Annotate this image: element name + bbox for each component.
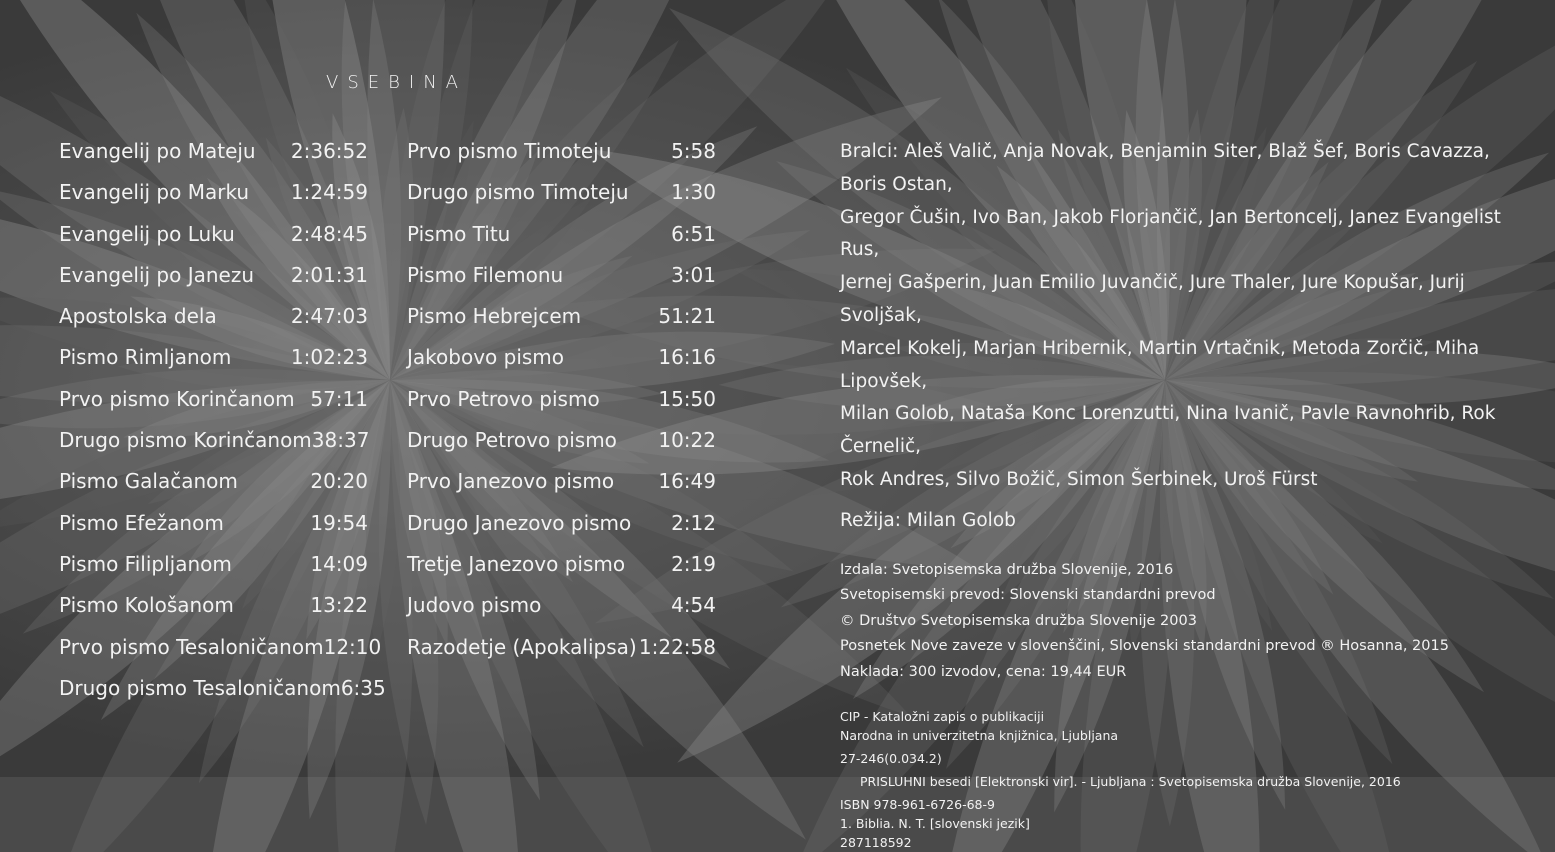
- contents-list-left: [59, 136, 386, 714]
- track-title: Pismo Filemonu: [407, 262, 564, 287]
- track-title: Drugo Petrovo pismo: [407, 428, 617, 453]
- track-duration: 2:01:31: [290, 262, 368, 287]
- publishing-info: [840, 558, 1530, 686]
- translation-line: Svetopisemski prevod: Slovenski standardni prevod: [840, 587, 1216, 604]
- cip-entry: PRISLUHNI besedi [Elektronski vir]. - Ljubljana : Svetopisemska družba Slovenije, 2016: [860, 774, 1401, 790]
- track-title: Drugo Janezovo pismo: [407, 510, 632, 535]
- track-title: Pismo Kološanom: [59, 593, 234, 618]
- track-title: Razodetje (Apokalipsa): [407, 634, 637, 659]
- track-duration: 19:54: [310, 510, 368, 535]
- track-title: Jakobovo pismo: [407, 345, 565, 370]
- recording-line: Posnetek Nove zaveze v slovenščini, Slovenski standardni prevod ® Hosanna, 2015: [840, 638, 1449, 655]
- track-row[interactable]: [59, 466, 368, 507]
- track-row[interactable]: [59, 632, 382, 673]
- cip-udk: 27-246(0.034.2): [840, 751, 942, 767]
- track-title: Evangelij po Janezu: [59, 262, 255, 287]
- contents-heading: VSEBINA: [326, 72, 467, 93]
- track-duration: 14:09: [310, 551, 368, 576]
- track-duration: 2:19: [671, 551, 716, 576]
- track-title: Prvo Janezovo pismo: [407, 469, 615, 494]
- track-title: Drugo pismo Korinčanom: [59, 428, 312, 453]
- track-duration: 15:50: [658, 386, 716, 411]
- track-row[interactable]: [407, 632, 716, 673]
- cip-subject: 1. Biblia. N. T. [slovenski jezik]: [840, 816, 1030, 832]
- track-title: Evangelij po Luku: [59, 221, 235, 246]
- track-row[interactable]: [407, 136, 716, 177]
- track-row[interactable]: [407, 177, 716, 218]
- readers-line: Rok Andres, Silvo Božič, Simon Šerbinek, Uroš Fürst: [840, 468, 1318, 490]
- track-duration: 12:10: [323, 634, 382, 659]
- track-duration: 57:11: [310, 386, 368, 411]
- track-row[interactable]: [407, 425, 716, 466]
- track-duration: 1:30: [671, 180, 716, 205]
- track-duration: 4:54: [671, 593, 716, 618]
- track-duration: 2:48:45: [290, 221, 368, 246]
- cip-isbn: ISBN 978-961-6726-68-9: [840, 797, 995, 813]
- cip-id: 287118592: [840, 835, 912, 851]
- track-duration: 13:22: [310, 593, 368, 618]
- publisher-line: Izdala: Svetopisemska družba Slovenije, 2016: [840, 561, 1174, 578]
- track-row[interactable]: [59, 301, 368, 342]
- track-title: Prvo Petrovo pismo: [407, 386, 600, 411]
- cip-record: [840, 707, 1530, 852]
- readers-line: Bralci: Aleš Valič, Anja Novak, Benjamin Siter, Blaž Šef, Boris Cavazza, Boris Ostan,: [840, 141, 1490, 195]
- track-duration: 10:22: [658, 428, 716, 453]
- readers-list: [840, 136, 1530, 497]
- track-title: Drugo pismo Tesaloničanom: [59, 675, 341, 700]
- track-title: Pismo Hebrejcem: [407, 304, 582, 329]
- readers-line: Marcel Kokelj, Marjan Hribernik, Martin Vrtačnik, Metoda Zorčič, Miha Lipovšek,: [840, 337, 1480, 392]
- track-duration: 1:24:59: [290, 180, 368, 205]
- contents-list-right: [407, 136, 716, 673]
- track-duration: 6:35: [340, 675, 386, 700]
- track-duration: 20:20: [310, 469, 368, 494]
- readers-line: Jernej Gašperin, Juan Emilio Juvančič, Jure Thaler, Jure Kopušar, Jurij Svoljšak,: [840, 272, 1465, 326]
- track-duration: 2:36:52: [290, 139, 368, 163]
- track-title: Pismo Titu: [407, 221, 511, 246]
- track-row[interactable]: [59, 384, 368, 425]
- track-row[interactable]: [59, 219, 368, 260]
- track-row[interactable]: [59, 508, 368, 549]
- track-title: Evangelij po Mateju: [59, 139, 256, 163]
- track-title: Tretje Janezovo pismo: [407, 551, 626, 576]
- track-row[interactable]: [407, 549, 716, 590]
- track-duration: 38:37: [311, 428, 370, 453]
- track-title: Judovo pismo: [407, 593, 542, 618]
- track-duration: 6:51: [671, 221, 716, 246]
- track-duration: 2:47:03: [290, 304, 368, 329]
- credits-panel: [840, 136, 1530, 852]
- track-row[interactable]: [59, 590, 368, 631]
- track-row[interactable]: [59, 136, 368, 177]
- track-row[interactable]: [407, 219, 716, 260]
- track-title: Pismo Efežanom: [59, 510, 224, 535]
- track-title: Drugo pismo Timoteju: [407, 180, 629, 205]
- readers-line: Gregor Čušin, Ivo Ban, Jakob Florjančič, Jan Bertoncelj, Janez Evangelist Rus,: [840, 206, 1501, 261]
- track-duration: 1:22:58: [638, 634, 716, 659]
- track-duration: 16:49: [658, 469, 716, 494]
- track-row[interactable]: [59, 425, 368, 466]
- track-row[interactable]: [407, 384, 716, 425]
- track-title: Prvo pismo Korinčanom: [59, 386, 295, 411]
- track-row[interactable]: [59, 549, 368, 590]
- track-row[interactable]: [407, 508, 716, 549]
- track-title: Pismo Rimljanom: [59, 345, 232, 370]
- track-row[interactable]: [407, 590, 716, 631]
- track-duration: 16:16: [658, 345, 716, 370]
- track-title: Pismo Galačanom: [59, 469, 238, 494]
- track-duration: 51:21: [658, 304, 716, 329]
- edition-line: Naklada: 300 izvodov, cena: 19,44 EUR: [840, 663, 1127, 680]
- track-row[interactable]: [407, 260, 716, 301]
- track-duration: 5:58: [671, 139, 716, 163]
- track-row[interactable]: [407, 466, 716, 507]
- track-row[interactable]: [59, 342, 368, 383]
- track-title: Apostolska dela: [59, 304, 217, 329]
- track-row[interactable]: [59, 177, 368, 218]
- track-row[interactable]: [59, 260, 368, 301]
- cip-title: CIP - Kataložni zapis o publikaciji: [840, 709, 1045, 725]
- track-title: Prvo pismo Tesaloničanom: [59, 634, 324, 659]
- track-duration: 3:01: [671, 262, 716, 287]
- readers-line: Milan Golob, Nataša Konc Lorenzutti, Nina Ivanič, Pavle Ravnohrib, Rok Černelič,: [840, 403, 1496, 458]
- track-row[interactable]: [407, 342, 716, 383]
- track-row[interactable]: [407, 301, 716, 342]
- track-duration: 1:02:23: [290, 345, 368, 370]
- track-title: Evangelij po Marku: [59, 180, 250, 205]
- direction-credit: Režija: Milan Golob: [840, 509, 1016, 531]
- track-duration: 2:12: [671, 510, 716, 535]
- cip-library: Narodna in univerzitetna knjižnica, Ljubljana: [840, 728, 1119, 744]
- copyright-line: © Društvo Svetopisemska družba Slovenije 2003: [840, 612, 1197, 629]
- track-row[interactable]: [59, 673, 386, 714]
- track-title: Prvo pismo Timoteju: [407, 139, 612, 163]
- track-title: Pismo Filipljanom: [59, 551, 232, 576]
